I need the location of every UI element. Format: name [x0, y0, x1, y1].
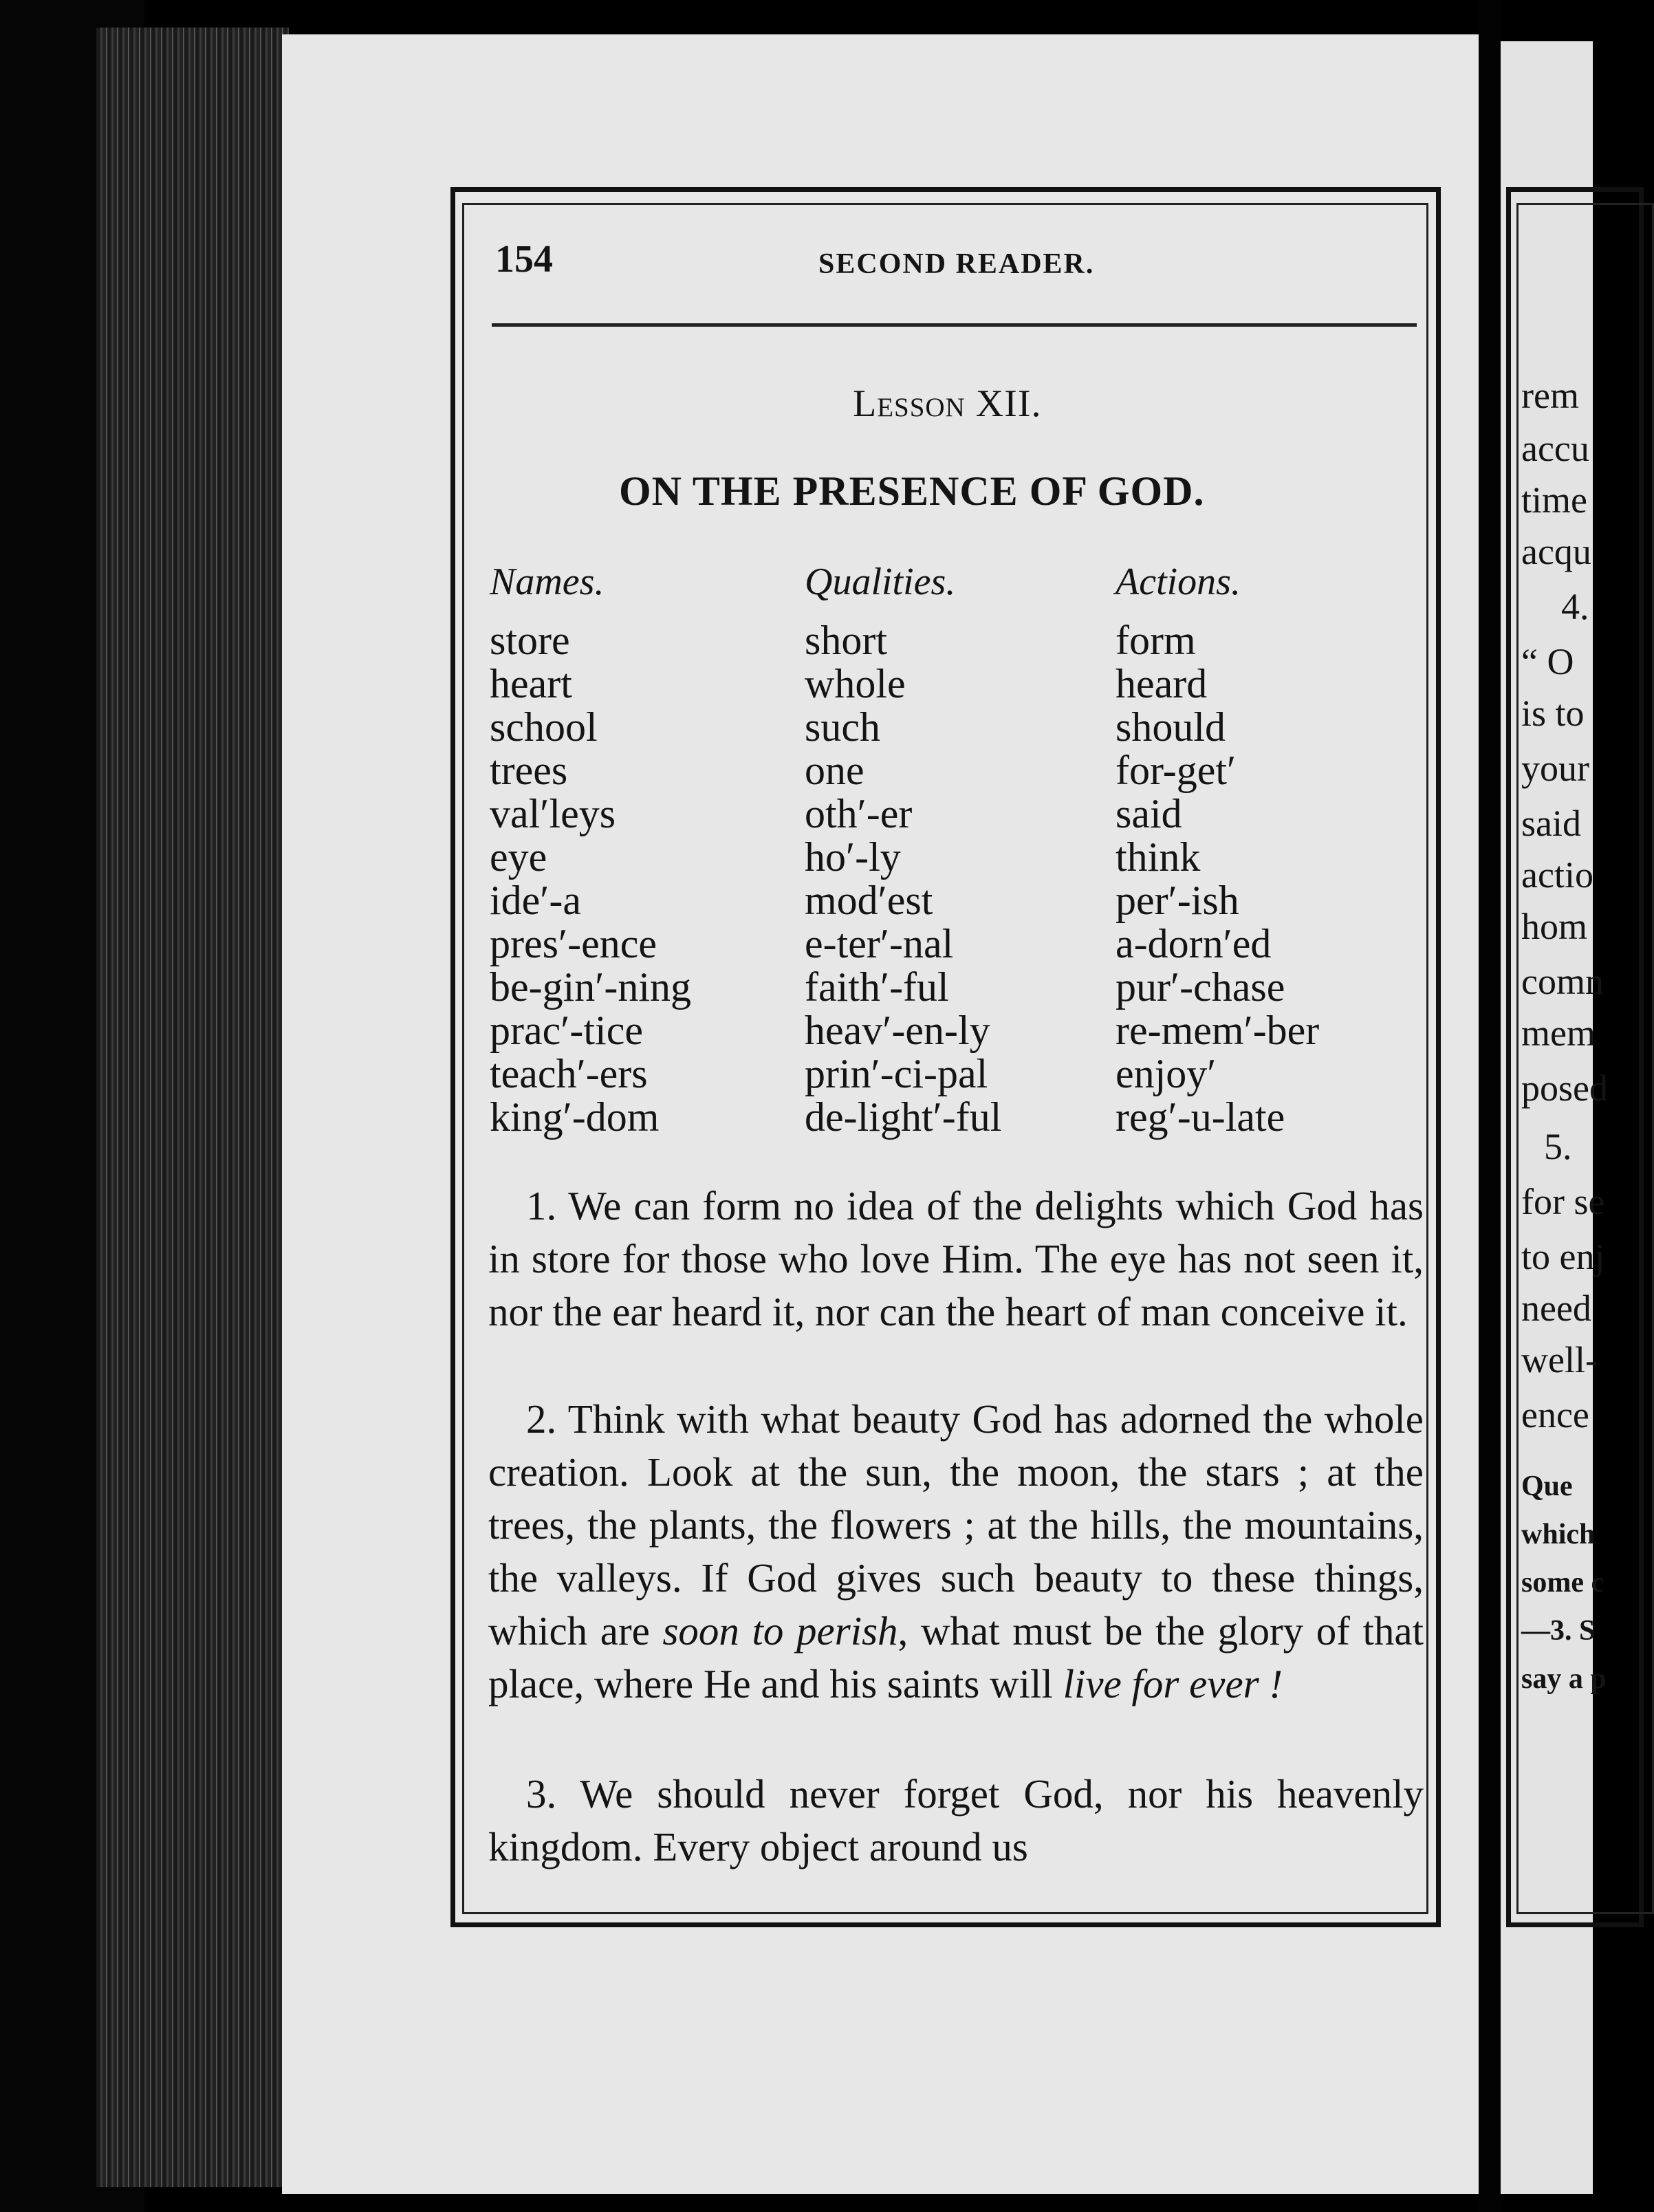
vocab-word: such	[805, 704, 880, 750]
right-page-fragment: —3. S	[1521, 1615, 1596, 1647]
vocab-word: short	[805, 618, 887, 663]
vocab-word: for-get′	[1116, 748, 1237, 793]
right-page-fragment: actio	[1521, 854, 1593, 896]
vocab-word: enjoy′	[1116, 1051, 1217, 1096]
vocab-word: king′-dom	[490, 1094, 660, 1140]
vocab-word: prin′-ci-pal	[805, 1051, 988, 1096]
paragraph-2	[488, 1393, 1424, 1711]
vocab-word: trees	[490, 748, 568, 793]
vocab-word: prac′-tice	[490, 1008, 643, 1053]
vocab-word: a-dorn′ed	[1116, 921, 1272, 966]
vocab-word: faith′-ful	[805, 964, 949, 1010]
running-head: SECOND READER.	[818, 248, 1095, 280]
right-page-fragment: to enj	[1521, 1236, 1605, 1277]
vocab-word: re-mem′-ber	[1116, 1008, 1320, 1053]
paragraph-number: 3.	[526, 1771, 557, 1817]
right-page-fragment: for se	[1521, 1181, 1605, 1222]
header-rule	[492, 323, 1417, 327]
vocab-word: e-ter′-nal	[805, 921, 954, 966]
right-page-fragment: your	[1521, 748, 1589, 789]
vocab-word: heart	[490, 661, 572, 706]
paragraph-1	[488, 1180, 1424, 1338]
paragraph-text: Think with what beauty God has adorned the whole creation. Look at the sun, the moon, the stars ; at the trees, the plants, the flowers ; at the hills, the mountains, the valleys. If God gives such beauty to these things, which are	[488, 1396, 1424, 1653]
book-page-edges	[96, 28, 289, 2187]
vocab-word: teach′-ers	[490, 1051, 648, 1096]
right-page-fragment: 4.	[1561, 586, 1589, 627]
column-heading: Names.	[490, 561, 605, 603]
vocab-word: heard	[1116, 661, 1208, 706]
vocab-word: said	[1116, 791, 1182, 836]
vocab-word: be-gin′-ning	[490, 964, 692, 1010]
vocab-word: de-light′-ful	[805, 1094, 1002, 1140]
italic-phrase: live for ever !	[1063, 1661, 1283, 1706]
vocab-word: one	[805, 748, 864, 793]
vocab-word: pur′-chase	[1116, 964, 1285, 1010]
right-page-fragment: 5.	[1544, 1126, 1572, 1167]
vocab-word: should	[1116, 704, 1226, 750]
right-page-fragment: time	[1521, 479, 1587, 521]
vocab-column-names	[490, 561, 691, 1139]
right-page-fragment: say a p	[1521, 1663, 1607, 1695]
page-number: 154	[495, 238, 553, 281]
right-page-fragment: some c	[1521, 1567, 1604, 1598]
vocab-word: heav′-en-ly	[805, 1008, 990, 1053]
vocab-word: form	[1116, 618, 1196, 663]
vocab-word: pres′-ence	[490, 921, 657, 966]
vocab-word: val′leys	[490, 791, 616, 836]
column-heading: Qualities.	[805, 561, 956, 603]
vocab-word: ho′-ly	[805, 834, 901, 880]
vocab-word: ide′-a	[490, 878, 582, 923]
italic-phrase: soon to perish	[662, 1608, 898, 1653]
right-page-fragment: Que	[1521, 1471, 1573, 1502]
right-page-fragment: which	[1521, 1519, 1596, 1550]
paragraph-3	[488, 1768, 1424, 1874]
right-page-fragment: ence	[1521, 1394, 1589, 1435]
vocab-word: oth′-er	[805, 791, 913, 836]
paragraph-text: We should never forget God, nor his heavenly kingdom. Every object around us	[488, 1771, 1424, 1869]
right-page-fragment: is to	[1521, 693, 1585, 734]
paragraph-number: 1.	[526, 1183, 557, 1228]
lesson-title: Lesson XII.	[853, 382, 1042, 425]
vocab-word: think	[1116, 834, 1201, 880]
paragraph-text: We can form no idea of the delights which God has in store for those who love Him. The eye has not seen it, nor the ear heard it, nor can the heart of man conceive it.	[488, 1183, 1424, 1334]
right-page-fragment: posed	[1521, 1067, 1608, 1109]
vocab-word: store	[490, 618, 570, 663]
vocab-column-actions	[1116, 561, 1319, 1139]
vocab-word: whole	[805, 661, 906, 706]
right-page-fragment: rem	[1521, 375, 1579, 416]
vocab-column-qualities	[805, 561, 1001, 1139]
right-page-fragment: “ O	[1521, 641, 1574, 682]
right-page-fragment: mem	[1521, 1012, 1596, 1054]
vocab-word: school	[490, 704, 598, 750]
right-page-fragment: need	[1521, 1288, 1591, 1329]
right-page-fragment: said	[1521, 803, 1581, 844]
paragraph-number: 2.	[526, 1396, 557, 1442]
book-gutter	[1479, 0, 1501, 2212]
right-page-fragment: comn	[1521, 961, 1604, 1002]
vocab-word: mod′est	[805, 878, 933, 923]
right-page-fragment: hom	[1521, 906, 1588, 947]
right-page-fragment: accu	[1521, 428, 1589, 469]
right-page-fragment: acqu	[1521, 531, 1591, 572]
column-heading: Actions.	[1116, 561, 1241, 603]
vocab-word: per′-ish	[1116, 878, 1239, 923]
vocab-word: reg′-u-late	[1116, 1094, 1285, 1140]
right-page-fragment: well-	[1521, 1339, 1598, 1380]
lesson-subtitle: ON THE PRESENCE OF GOD.	[619, 468, 1205, 514]
paragraph-text: , what must be the glory of that place, where He and his saints will	[488, 1608, 1424, 1706]
vocab-word: eye	[490, 834, 547, 880]
